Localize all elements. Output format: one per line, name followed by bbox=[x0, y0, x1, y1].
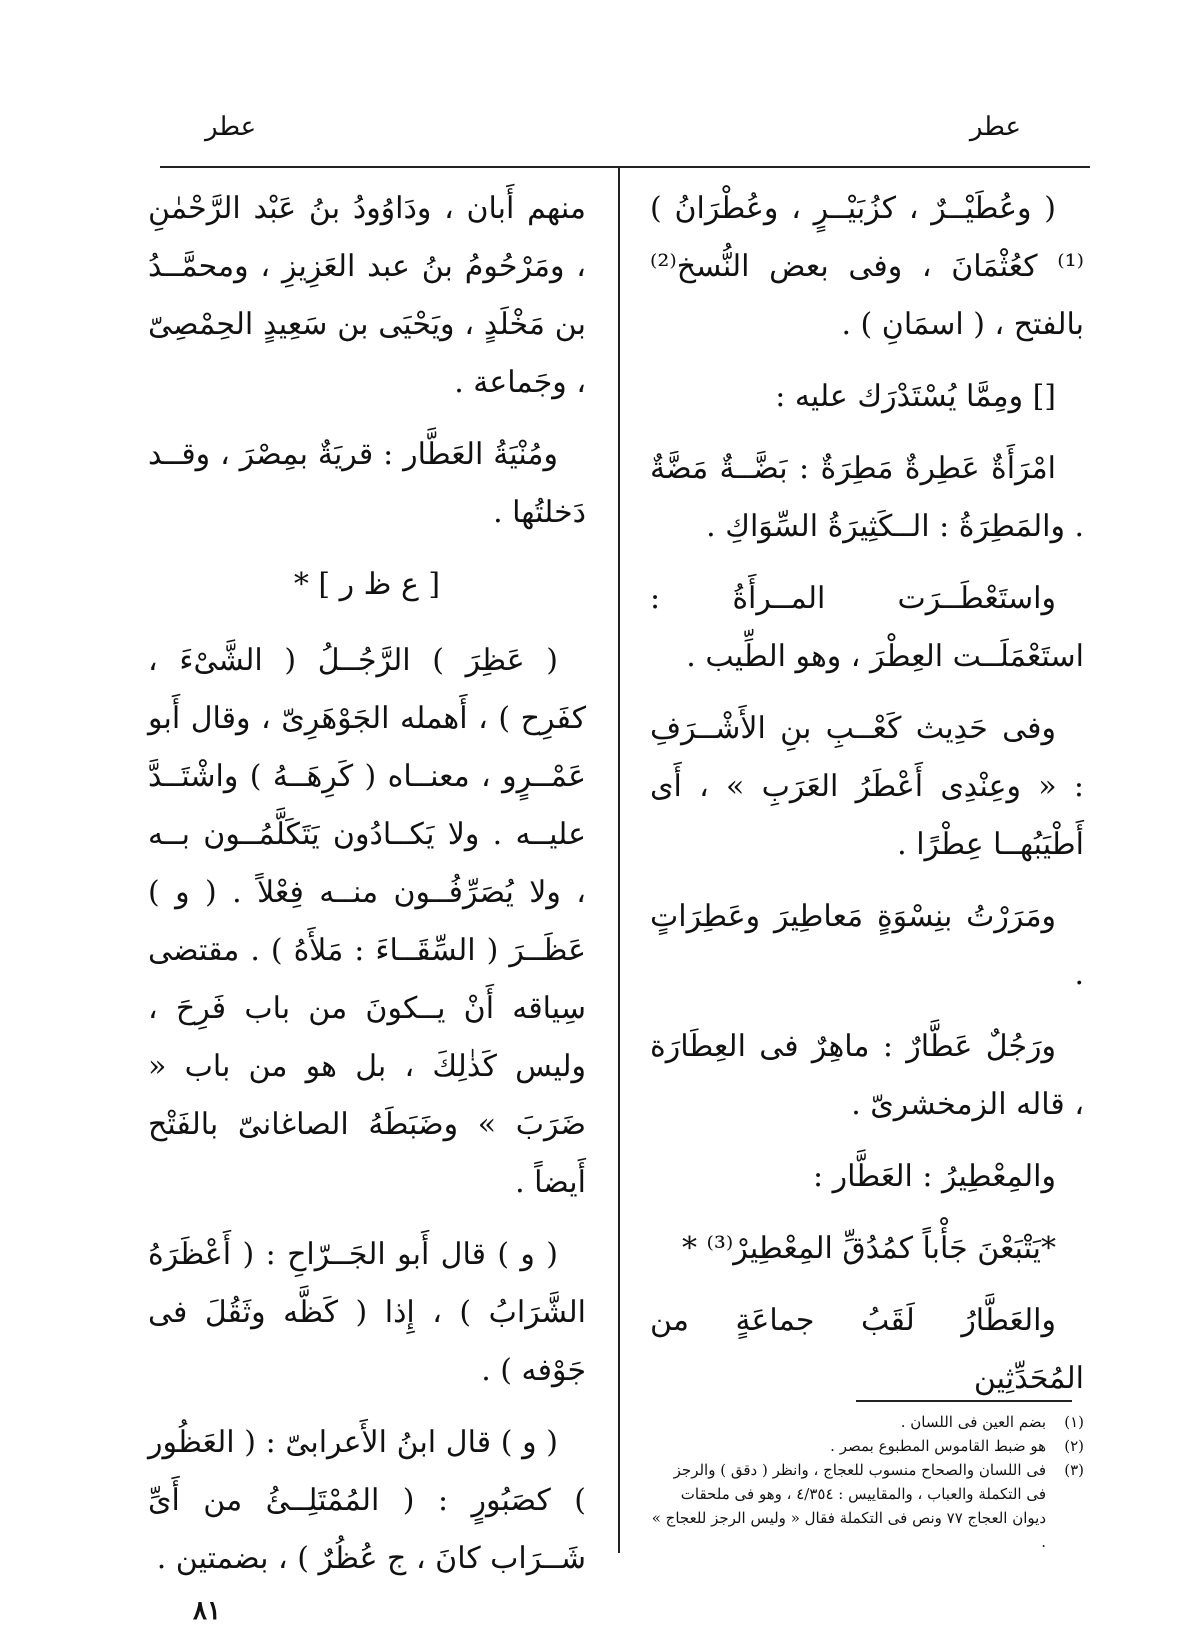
paragraph: واستَعْطَــرَت المــرأَةُ : استَعْمَلَــت العِطْرَ ، وهو الطِّيب . bbox=[650, 581, 1084, 674]
paragraph: ( وعُطَيْــرٌ ، كزُبَيْــرٍ ، وعُطْرَانُ )⁽¹⁾ كعُثْمَانَ ، وفى بعض النُّسخ⁽²⁾ بالفتح ، ( اسمَانِ ) . bbox=[650, 191, 1084, 342]
paragraph: ومَرَرْتُ بنِسْوَةٍ مَعاطِيرَ وعَطِرَاتٍ . bbox=[650, 899, 1084, 992]
verse-line: *يَتْبَعْنَ جَأْباً كمُدُقِّ المِعْطِيرْ⁽³⁾ * bbox=[681, 1231, 1056, 1266]
header-left-word: عطر bbox=[205, 112, 257, 142]
paragraph: والمِعْطِيرُ : العَطَّار : bbox=[812, 1159, 1056, 1194]
footnote-text: فى اللسان والصحاح منسوب للعجاج ، وانظر ( دقق ) والرجز فى التكملة والعباب ، والمقاييس : ٤/٣٥٤ ، وهو فى ملحقات ديوان العجاج ٧٧ ونص فى التكملة فقال « وليس الرجز للعجاج » . bbox=[651, 1461, 1046, 1551]
footnote-text: هو ضبط القاموس المطبوع بمصر . bbox=[830, 1437, 1046, 1455]
column-divider bbox=[618, 168, 620, 1553]
entry-heading: [ ع ظ ر ] * bbox=[293, 567, 441, 602]
footnote-number: (٢) bbox=[1064, 1437, 1084, 1455]
footnote-text: بضم العين فى اللسان . bbox=[900, 1413, 1046, 1431]
paragraph: ( و ) قال أَبو الجَــرّاحِ : ( أَعْظَرَهُ الشَّرَابُ ) ، إِذا ( كَظَّه وثَقُلَ فى جَوْفه ) . bbox=[148, 1237, 586, 1388]
footnote bbox=[650, 1410, 1084, 1434]
paragraph: ( عَظِرَ ) الرَّجُــلُ ( الشَّىْءَ ، كفَرِح ) ، أَهمله الجَوْهَرِىّ ، وقال أَبو عَمْــرٍو ، معنــاه ( كَرِهَــهُ ) واشْتَــدَّ عليــه . ولا يَكــادُون يَتَكَلَّمُــون بــه ، ولا يُصَرِّفُــون منــه فِعْلاً . ( و ) عَظَــرَ ( السِّقَــاءَ : مَلأَهُ ) . مقتضى سِياقه أَنْ يــكونَ من باب فَرِحَ ، وليس كَذٰلِكَ ، بل هو من باب « ضَرَبَ » وضَبَطَهُ الصاغانىّ بالفَتْح أَيضاً . bbox=[148, 643, 586, 1200]
right-column bbox=[650, 180, 1084, 1422]
header-right-word: عطر bbox=[969, 112, 1021, 142]
paragraph: منهم أَبان ، ودَاوُودُ بنُ عَبْد الرَّحْمٰنِ ، ومَرْحُومُ بنُ عبد العَزِيزِ ، ومحمَّــدُ بن مَخْلَدٍ ، ويَحْيَى بن سَعِيدٍ الحِمْصِىّ ، وجَماعة . bbox=[148, 191, 586, 400]
footnotes-block bbox=[650, 1410, 1084, 1554]
paragraph: ( و ) قال ابنُ الأَعرابىّ : ( العَظُور ) كصَبُورٍ : ( المُمْتَلِــئُ من أَىِّ شَــرَاب كانَ ، ج عُظُرٌ ) ، بضمتين . bbox=[148, 1425, 586, 1576]
paragraph: ومُنْيَةُ العَطَّار : قريَةٌ بمِصْرَ ، وقــد دَخلتُها . bbox=[148, 437, 586, 530]
paragraph: ورَجُلٌ عَطَّارٌ : ماهِرٌ فى العِطَارَة ، قاله الزمخشرىّ . bbox=[650, 1029, 1084, 1122]
footnote bbox=[650, 1458, 1084, 1554]
footnote bbox=[650, 1434, 1084, 1458]
paragraph: والعَطَّارُ لَقَبُ جماعَةٍ من المُحَدِّثِين bbox=[650, 1303, 1084, 1396]
paragraph: وفى حَدِيث كَعْــبِ بنِ الأَشْــرَفِ : « وعِنْدِى أَعْطَرُ العَرَبِ » ، أَى أَطْيَبُهــا عِطْرًا . bbox=[650, 711, 1084, 862]
footnote-number: (٣) bbox=[1064, 1461, 1084, 1479]
page-number: ٨١ bbox=[193, 1596, 221, 1626]
paragraph: امْرَأَةٌ عَطِرةٌ مَطِرَةٌ : بَضَّــةٌ مَضَّةٌ . والمَطِرَةُ : الــكَثِيرَةُ السِّوَاكِ . bbox=[650, 451, 1084, 544]
footnote-number: (١) bbox=[1064, 1413, 1084, 1431]
left-column bbox=[148, 180, 586, 1602]
header-rule bbox=[160, 166, 1090, 168]
paragraph: [] ومِمَّا يُسْتَدْرَك عليه : bbox=[775, 379, 1056, 414]
footnote-separator bbox=[856, 1400, 1072, 1402]
